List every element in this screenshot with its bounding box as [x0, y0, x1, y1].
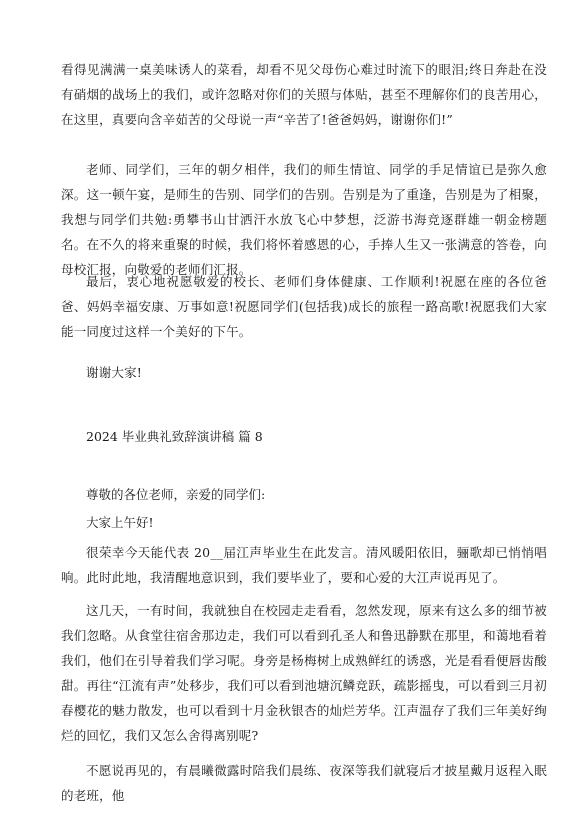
greeting: 大家上午好! [86, 515, 154, 530]
section-title: 2024 毕业典礼致辞演讲稿 篇 8 [86, 429, 263, 444]
paragraph-farewell-teachers: 老师、同学们，三年的朝夕相伴，我们的师生情谊、同学的手足情谊已是弥久愈深。这一顿午宴，是师生的告别、同学们的告别。告别是为了重逢，告别是为了相聚，我想与同学们共勉:勇攀书山甘洒汗水放飞心中梦想，泛游书海竞逐群雄一朝金榜题名。在不久的将来重聚的时候，我们将怀着感恩的心，手捧人生又一张满意的答卷，向母校汇报，向敬爱的老师们汇报。 [61, 162, 547, 277]
paragraph-representative-speech: 很荣幸今天能代表 20__届江声毕业生在此发言。清风暖阳依旧，骊歌却已悄悄唱响。此时此地，我清醒地意识到，我们要毕业了，要和心爱的大江声说再见了。 [61, 545, 547, 585]
paragraph-thanks: 谢谢大家! [86, 365, 143, 380]
paragraph-closing-wishes: 最后，衷心地祝愿敬爱的校长、老师们身体健康、工作顺利!祝愿在座的各位爸爸、妈妈幸福安康、万事如意!祝愿同学们(包括我)成长的旅程一路高歌!祝愿我们大家能一同度过这样一个美好的下午。 [61, 274, 547, 339]
paragraph-parents-gratitude: 看得见满满一桌美味诱人的菜看，却看不见父母伤心难过时流下的眼泪;终日奔赴在没有硝烟的战场上的我们，或许忽略对你们的关照与体贴，甚至不理解你们的良苦用心，在这里，真要向含辛茹苦的父母说一声“辛苦了!爸爸妈妈，谢谢你们!” [61, 62, 547, 127]
salutation: 尊敬的各位老师，亲爱的同学们: [86, 487, 266, 502]
paragraph-reluctant-goodbye: 不愿说再见的，有晨曦微露时陪我们晨练、夜深等我们就寝后才披星戴月返程入眠的老班，他 [61, 763, 547, 803]
paragraph-campus-walk: 这几天，一有时间，我就独自在校园走走看看，忽然发现，原来有这么多的细节被我们忽略。从食堂往宿舍那边走，我们可以看到孔圣人和鲁迅静默在那里，和蔼地看着我们，他们在引导着我们学习呢。身旁是杨梅树上成熟鲜红的诱惑，光是看看便唇齿酸甜。再往“江流有声”处移步，我们可以看到池塘沉鳞竞跃，疏影摇曳，可以看到三月初春樱花的魅力散发，也可以看到十月金秋银杏的灿烂芳华。江声温存了我们三年美好绚烂的回忆，我们又怎么舍得离别呢? [61, 603, 547, 743]
